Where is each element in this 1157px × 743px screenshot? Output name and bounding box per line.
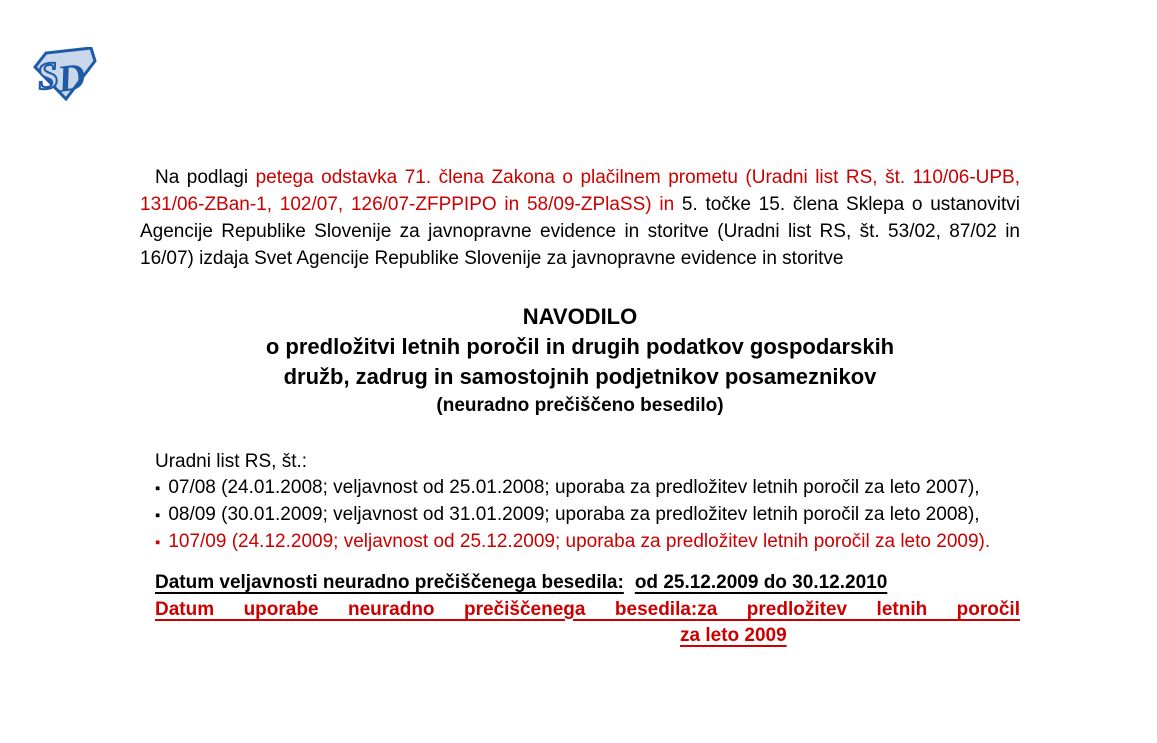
validity-value-3: za leto 2009 (680, 625, 787, 646)
logo-letter-d: D (54, 55, 89, 101)
gazette-item-text: 08/09 (30.01.2009; veljavnost od 31.01.2009; uporaba za predložitev letnih poročil za leto 2008), (168, 504, 980, 525)
validity-section (140, 570, 1020, 650)
gazette-item (140, 529, 1020, 556)
validity-label-1: Datum veljavnosti neuradno prečiščenega besedila: (155, 572, 624, 593)
intro-segment-2: petega odstavka 71. člena Zakona o plačilnem prometu (Uradni list RS, št. 110/06-UPB, 131/06-ZBan-1, 102/07, 126/07-ZFPPIPO in 58/09-ZPlaSS) in (140, 167, 1020, 215)
validity-line-2 (140, 597, 1020, 624)
gazette-section (140, 449, 1020, 556)
intro-segment-3: 5. točke 15. člena Sklepa o ustanovitvi Agencije Republike Slovenije za javnopravne evidence in storitve (Uradni list RS, št. 53/02, 87/02 in 16/07) izdaja Svet Agencije Republike Slovenije za javnopravne evidence in storitve (140, 194, 1020, 269)
bullet-icon: ▪ (155, 480, 161, 497)
sd-logo (33, 47, 97, 101)
document-title-line2: o predložitvi letnih poročil in drugih podatkov gospodarskih (265, 334, 895, 359)
gazette-item (140, 502, 1020, 529)
document-title: NAVODILO (522, 304, 638, 329)
validity-value-1: od 25.12.2009 do 30.12.2010 (634, 572, 888, 593)
logo-letter-s: S (34, 54, 62, 99)
validity-value-2: za predložitev letnih poročil (697, 598, 1020, 620)
bullet-icon: ▪ (155, 534, 161, 551)
bullet-icon: ▪ (155, 507, 161, 524)
validity-line-1 (140, 570, 1020, 597)
intro-paragraph (140, 164, 1020, 272)
gazette-heading: Uradni list RS, št.: (155, 451, 308, 472)
document-subtitle: (neuradno prečiščeno besedilo) (436, 395, 724, 416)
document-title-line3: družb, zadrug in samostojnih podjetnikov posameznikov (283, 364, 877, 389)
gazette-item-text: 07/08 (24.01.2008; veljavnost od 25.01.2008; uporaba za predložitev letnih poročil za leto 2007), (168, 477, 980, 498)
gazette-item (140, 475, 1020, 502)
validity-label-2: Datum uporabe neuradno prečiščenega besedila: (155, 598, 698, 620)
document-body (140, 164, 1020, 650)
title-block (140, 302, 1020, 419)
gazette-item-text: 107/09 (24.12.2009; veljavnost od 25.12.2009; uporaba za predložitev letnih poročil za leto 2009). (168, 531, 991, 552)
intro-segment-1: Na podlagi (155, 167, 256, 188)
validity-line-3 (140, 623, 1020, 650)
